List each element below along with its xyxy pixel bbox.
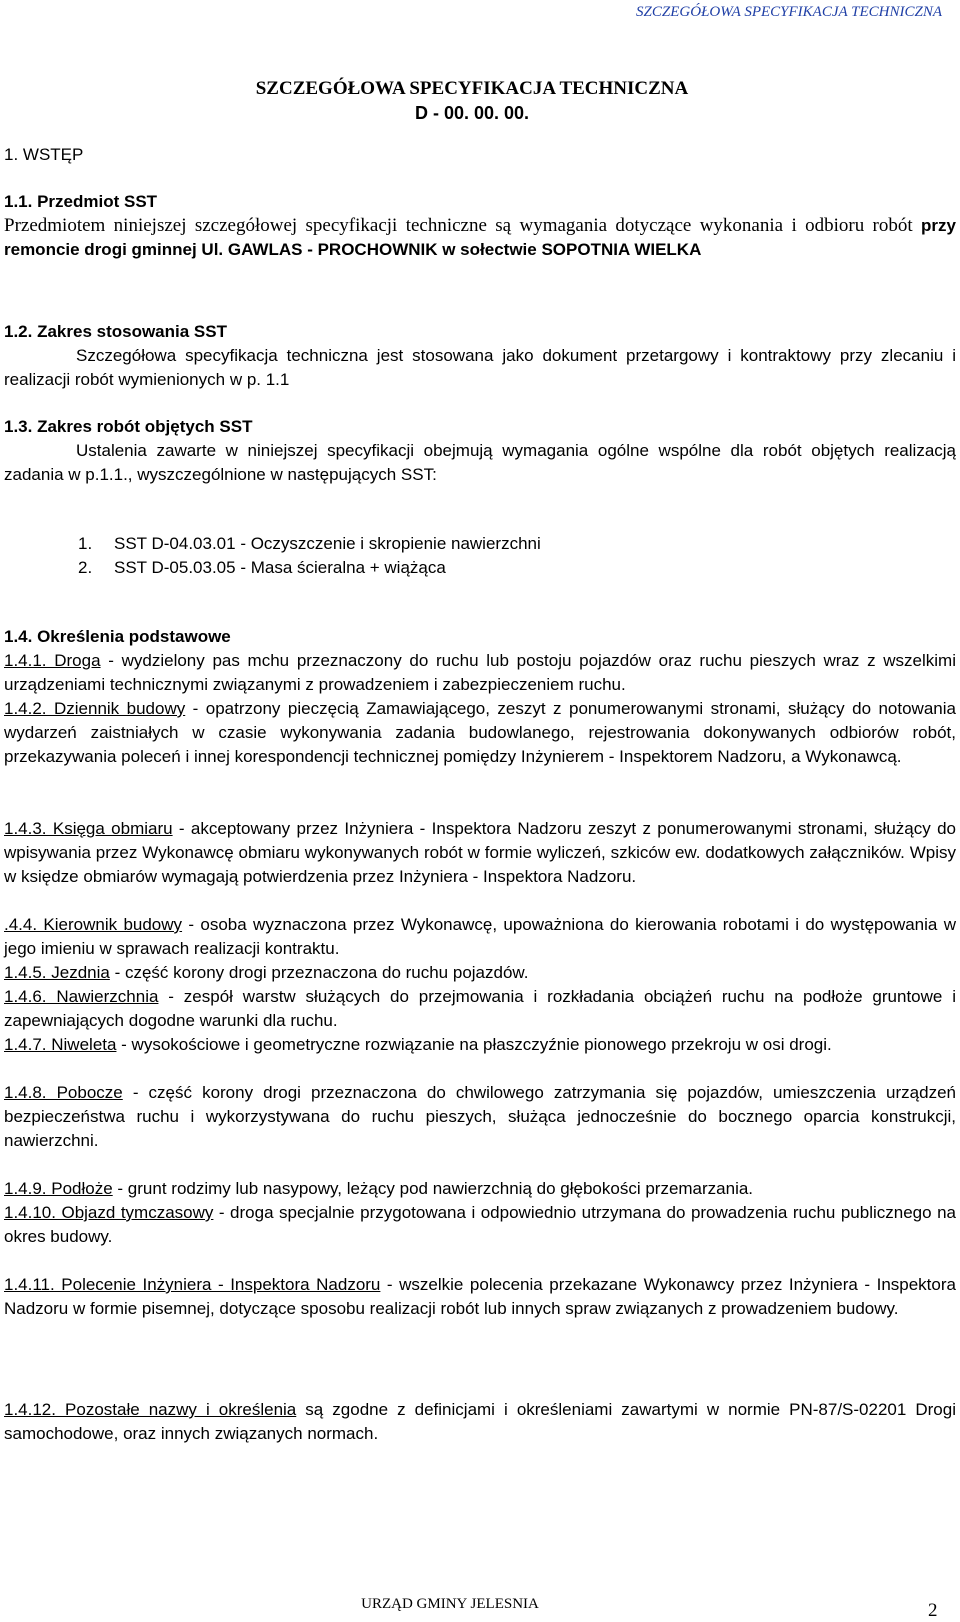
definition-text: - droga specjalnie przygotowana i odpowiednio utrzymana do prowadzenia ruchu publicznego na okres budowy. [4,1203,956,1246]
running-header: SZCZEGÓŁOWA SPECYFIKACJA TECHNICZNA [636,4,942,20]
definition-text: - część korony drogi przeznaczona do ruchu pojazdów. [109,963,529,982]
list-item-number: 2. [78,558,93,577]
definition-1-4-1 [4,649,956,697]
definition-1-4-7 [4,1033,956,1057]
definition-text: - osoba wyznaczona przez Wykonawcę, upoważniona do kierowania robotami i do występowania w jego imieniu w sprawach realizacji kontraktu. [4,915,956,958]
definition-1-4-8 [4,1081,956,1153]
section-heading-1-3: 1.3. Zakres robót objętych SST [4,417,253,436]
list-item [78,532,541,556]
definition-term: .4.4. Kierownik budowy [4,915,183,934]
definition-term: 1.4.11. Polecenie Inżyniera - Inspektora Nadzoru [4,1275,381,1294]
section-1-2-text: Szczegółowa specyfikacja techniczna jest stosowana jako dokument przetargowy i kontraktowy przy zlecaniu i realizacji robót wymienionych w p. 1.1 [4,346,956,389]
section-1-1-text-bold: przy remoncie drogi gminnej Ul. GAWLAS - PROCHOWNIK w sołectwie SOPOTNIA WIELKA [4,216,956,259]
document-code: D - 00. 00. 00. [414,103,530,123]
definition-text: - część korony drogi przeznaczona do chwilowego zatrzymania się pojazdów, umieszczenia urządzeń bezpieczeństwa ruchu i wykorzystywana do ruchu pieszych, służąca jednocześnie do bocznego oparcia konstrukcji, nawierzchni. [4,1083,956,1150]
list-item [78,556,446,580]
definition-1-4-4 [4,913,956,961]
definition-1-4-3 [4,817,956,889]
definition-term: 1.4.3. Księga obmiaru [4,819,173,838]
definition-term: 1.4.8. Pobocze [4,1083,123,1102]
definition-1-4-10 [4,1201,956,1249]
definition-text: - wysokościowe i geometryczne rozwiązanie na płaszczyźnie pionowego przekroju w osi drogi. [116,1035,832,1054]
section-heading-1-1: 1.1. Przedmiot SST [4,192,158,211]
definition-term: 1.4.1. Droga [4,651,101,670]
definition-term: 1.4.7. Niweleta [4,1035,117,1054]
definition-1-4-2 [4,697,956,769]
definition-term: 1.4.2. Dziennik budowy [4,699,186,718]
page-number: 2 [928,1600,938,1621]
section-heading-1: 1. WSTĘP [4,145,84,164]
section-1-3-text: Ustalenia zawarte w niniejszej specyfikacji obejmują wymagania ogólne wspólne dla robót objętych realizacją zadania w p.1.1., wyszczególnione w następujących SST: [4,441,956,484]
list-item-number: 1. [78,534,93,553]
definition-text: są zgodne z definicjami i określeniami zawartymi w normie PN-87/S-02201 Drogi samochodowe, oraz innych związanych normach. [4,1400,956,1443]
definition-1-4-12 [4,1398,956,1446]
definition-text: - opatrzony pieczęcią Zamawiającego, zeszyt z ponumerowanymi stronami, służący do notowania wydarzeń zaistniałych w czasie wykonywania zadania budowlanego, rejestrowania dokonywanych odbiorów robót, przekazywania poleceń i innej korespondencji technicznej pomiędzy Inżynierem - Inspektorem Nadzoru, a Wykonawcą. [4,699,956,766]
section-heading-1-2: 1.2. Zakres stosowania SST [4,322,227,341]
definition-1-4-11 [4,1273,956,1321]
section-1-1-text [4,214,956,262]
definition-1-4-6 [4,985,956,1033]
footer-office: URZĄD GMINY JELESNIA [361,1596,539,1612]
definition-term: 1.4.5. Jezdnia [4,963,110,982]
definition-text: - akceptowany przez Inżyniera - Inspektora Nadzoru zeszyt z ponumerowanymi stronami, służący do wpisywania przez Wykonawcę obmiaru wykonywanych robót w formie wyliczeń, szkiców ew. dodatkowych załączników. Wpisy w księdze obmiarów wymagają potwierdzenia przez Inżyniera - Inspektora Nadzoru. [4,819,956,886]
definition-term: 1.4.12. Pozostałe nazwy i określenia [4,1400,297,1419]
definition-term: 1.4.9. Podłoże [4,1179,113,1198]
list-item-text: SST D-04.03.01 - Oczyszczenie i skropienie nawierzchni [114,534,541,553]
definition-text: - wszelkie polecenia przekazane Wykonawcy przez Inżyniera - Inspektora Nadzoru w formie pisemnej, dotyczące sposobu realizacji robót lub innych spraw związanych z prowadzeniem budowy. [4,1275,956,1318]
definition-1-4-5 [4,961,956,985]
document-title: SZCZEGÓŁOWA SPECYFIKACJA TECHNICZNA [255,78,689,99]
definition-term: 1.4.6. Nawierzchnia [4,987,159,1006]
section-1-1-text-serif: Przedmiotem niniejszej szczegółowej specyfikacji techniczne są wymagania dotyczące wykonania i odbioru robót [4,215,922,236]
definition-text: - zespół warstw służących do przejmowania i rozkładania obciążeń ruchu na podłoże gruntowe i zapewniających dogodne warunki dla ruchu. [4,987,956,1030]
definition-text: - grunt rodzimy lub nasypowy, leżący pod nawierzchnią do głębokości przemarzania. [112,1179,754,1198]
section-heading-1-4: 1.4. Określenia podstawowe [4,627,231,646]
definition-term: 1.4.10. Objazd tymczasowy [4,1203,214,1222]
definition-text: - wydzielony pas mchu przeznaczony do ruchu lub postoju pojazdów oraz ruchu pieszych wraz z wszelkimi urządzeniami technicznymi związanymi z prowadzeniem i zabezpieczeniem ruchu. [4,651,957,694]
list-item-text: SST D-05.03.05 - Masa ścieralna + wiążąca [114,558,446,577]
definition-1-4-9 [4,1177,956,1201]
